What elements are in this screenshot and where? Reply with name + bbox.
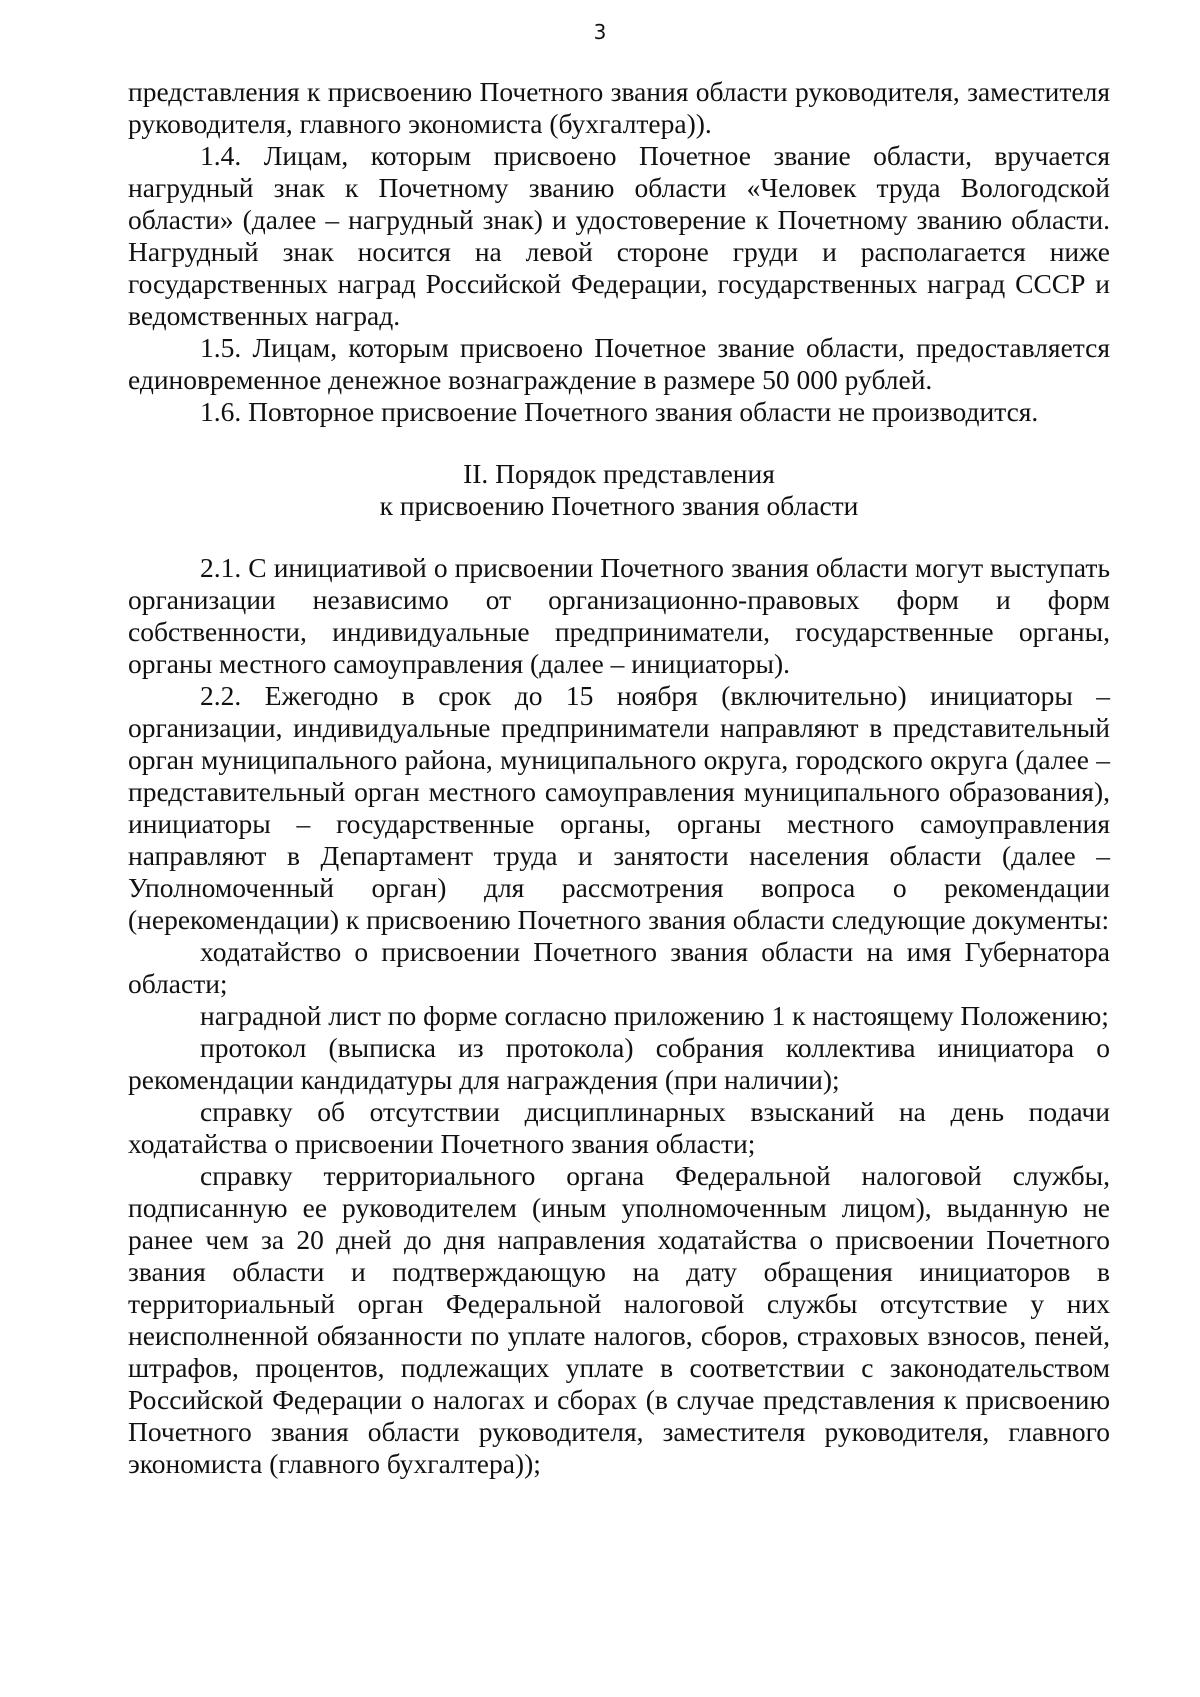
section-heading xyxy=(128,458,1110,522)
paragraph: протокол (выписка из протокола) собрания коллектива инициатора о рекомендации кандидатуры для награждения (при наличии); xyxy=(128,1032,1110,1095)
paragraph: 1.4. Лицам, которым присвоено Почетное звание области, вручается нагрудный знак к Почетному званию области «Человек труда Вологодской области» (далее – нагрудный знак) и удостоверение к Почетному званию области. Нагрудный знак носится на левой стороне груди и располагается ниже государственных наград Российской Федерации, государственных наград СССР и ведомственных наград. xyxy=(128,140,1110,331)
paragraph: справку об отсутствии дисциплинарных взысканий на день подачи ходатайства о присвоении Почетного звания области; xyxy=(128,1096,1110,1159)
paragraph: 2.2. Ежегодно в срок до 15 ноября (включительно) инициаторы – организации, индивидуальные предприниматели направляют в представительный орган муниципального района, муниципального округа, городского округа (далее – представительный орган местного самоуправления муниципального образования), инициаторы – государственные органы, органы местного самоуправления направляют в Департамент труда и занятости населения области (далее – Уполномоченный орган) для рассмотрения вопроса о рекомендации (нерекомендации) к присвоению Почетного звания области следующие документы: xyxy=(128,680,1110,935)
paragraph: представления к присвоению Почетного звания области руководителя, заместителя руководителя, главного экономиста (бухгалтера)). xyxy=(128,76,1110,139)
paragraph: 2.1. С инициативой о присвоении Почетного звания области могут выступать организации независимо от организационно-правовых форм и форм собственности, индивидуальные предприниматели, государственные органы, органы местного самоуправления (далее – инициаторы). xyxy=(128,552,1110,679)
section-heading-line: II. Порядок представления xyxy=(463,458,775,489)
paragraph: 1.6. Повторное присвоение Почетного звания области не производится. xyxy=(200,396,1039,427)
document-body xyxy=(128,76,1110,1480)
paragraph: наградной лист по форме согласно приложению 1 к настоящему Положению; xyxy=(200,1000,1109,1031)
paragraph: ходатайство о присвоении Почетного звания области на имя Губернатора области; xyxy=(128,936,1110,999)
paragraph: 1.5. Лицам, которым присвоено Почетное звание области, предоставляется единовременное денежное вознаграждение в размере 50 000 рублей. xyxy=(128,332,1110,395)
paragraph: справку территориального органа Федеральной налоговой службы, подписанную ее руководителем (иным уполномоченным лицом), выданную не ранее чем за 20 дней до дня направления ходатайства о присвоении Почетного звания области и подтверждающую на дату обращения инициаторов в территориальный орган Федеральной налоговой службы отсутствие у них неисполненной обязанности по уплате налогов, сборов, страховых взносов, пеней, штрафов, процентов, подлежащих уплате в соответствии с законодательством Российской Федерации о налогах и сборах (в случае представления к присвоению Почетного звания области руководителя, заместителя руководителя, главного экономиста (главного бухгалтера)); xyxy=(128,1160,1110,1479)
page-number: 3 xyxy=(593,20,607,44)
section-heading-line: к присвоению Почетного звания области xyxy=(379,490,859,521)
